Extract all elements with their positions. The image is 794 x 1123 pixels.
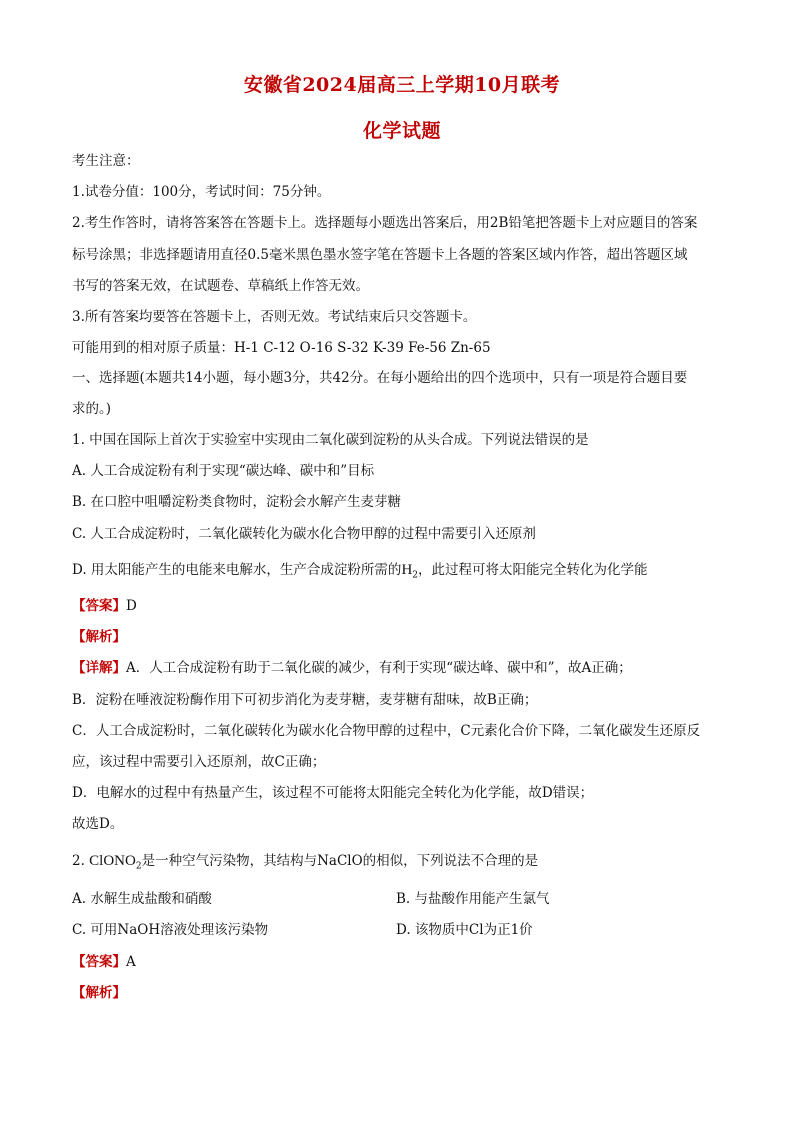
document-title: 安徽省2024届高三上学期10月联考 <box>243 74 561 96</box>
q2-answer-label: 【答案】 <box>72 954 126 970</box>
question-2-formula: ClONO <box>89 853 136 869</box>
question-2-analysis <box>72 983 732 1003</box>
section-heading-line-2: 求的。) <box>72 401 112 417</box>
notice-item-3: 3.所有答案均要答在答题卡上，否则无效。考试结束后只交答题卡。 <box>72 309 477 325</box>
analysis-label: 【解析】 <box>72 629 126 645</box>
question-1-detail-c-line-2: 应，该过程中需要引入还原剂，故C正确； <box>72 754 326 770</box>
option-d-text-post: ，此过程可将太阳能完全转化为化学能 <box>418 562 648 578</box>
question-1-detail-b: B．淀粉在唾液淀粉酶作用下可初步消化为麦芽糖，麦芽糖有甜味，故B正确； <box>72 692 538 708</box>
question-1-detail-c-line-1: C．人工合成淀粉时，二氧化碳转化为碳水化合物甲醇的过程中，C元素化合价下降，二氧化碳发生还原反 <box>72 723 701 739</box>
notice-heading: 考生注意： <box>72 153 140 169</box>
answer-label: 【答案】 <box>72 598 126 614</box>
question-1-analysis <box>72 627 732 647</box>
question-1-detail-a <box>72 658 732 678</box>
question-2-option-d: D. 该物质中Cl为正1价 <box>396 922 533 938</box>
question-1-answer <box>72 596 732 616</box>
notice-item-2-line-2: 标号涂黑；非选择题请用直径0.5毫米黑色墨水签字笔在答题卡上各题的答案区域内作答，超出答题区域 <box>72 247 688 263</box>
option-d-subscript: 2 <box>412 570 419 581</box>
q2-analysis-label: 【解析】 <box>72 985 126 1001</box>
question-2-option-a: A. 水解生成盐酸和硝酸 <box>72 891 212 907</box>
question-2-option-b: B. 与盐酸作用能产生氯气 <box>396 891 550 907</box>
section-heading-line-1: 一、选择题(本题共14小题，每小题3分，共42分。在每小题给出的四个选项中，只有一项是符合题目要 <box>72 370 688 386</box>
option-d-formula: H <box>401 562 413 578</box>
question-2-stem <box>72 851 732 877</box>
answer-value: D <box>126 598 137 614</box>
q2-answer-value: A <box>126 954 136 970</box>
notice-item-2-line-3: 书写的答案无效，在试题卷、草稿纸上作答无效。 <box>72 278 369 294</box>
question-2-number: 2. <box>72 853 90 869</box>
question-1-stem: 1. 中国在国际上首次于实验室中实现由二氧化碳到淀粉的从头合成。下列说法错误的是 <box>72 432 589 448</box>
question-2-options-row-2 <box>72 920 732 940</box>
notice-item-1: 1.试卷分值：100分，考试时间：75分钟。 <box>72 184 331 200</box>
question-2-answer <box>72 952 732 972</box>
atomic-mass-list: 可能用到的相对原子质量：H-1 C-12 O-16 S-32 K-39 Fe-56 Zn-65 <box>72 340 491 356</box>
option-d-text-pre: D. 用太阳能产生的电能来电解水，生产合成淀粉所需的 <box>72 562 402 578</box>
detail-a-text: A．人工合成淀粉有助于二氧化碳的减少，有利于实现“碳达峰、碳中和”，故A正确； <box>126 660 632 676</box>
question-2-option-c: C. 可用NaOH溶液处理该污染物 <box>72 922 269 938</box>
question-1-detail-d: D．电解水的过程中有热量产生，该过程不可能将太阳能完全转化为化学能，故D错误； <box>72 785 594 801</box>
question-1-option-c: C. 人工合成淀粉时，二氧化碳转化为碳水化合物甲醇的过程中需要引入还原剂 <box>72 526 536 542</box>
detail-label: 【详解】 <box>72 660 126 676</box>
question-2-formula-subscript: 2 <box>135 861 142 872</box>
question-2-options-row-1 <box>72 889 732 909</box>
question-1-option-a: A. 人工合成淀粉有利于实现“碳达峰、碳中和”目标 <box>72 463 375 479</box>
question-2-stem-text: 是一种空气污染物，其结构与NaClO的相似，下列说法不合理的是 <box>141 853 539 869</box>
document-subtitle: 化学试题 <box>362 120 441 142</box>
question-1-conclusion: 故选D。 <box>72 816 124 832</box>
question-1-option-b: B. 在口腔中咀嚼淀粉类食物时，淀粉会水解产生麦芽糖 <box>72 494 402 510</box>
notice-item-2-line-1: 2.考生作答时，请将答案答在答题卡上。选择题每小题选出答案后，用2B铅笔把答题卡上对应题目的答案 <box>72 215 698 231</box>
question-1-option-d <box>72 560 732 586</box>
